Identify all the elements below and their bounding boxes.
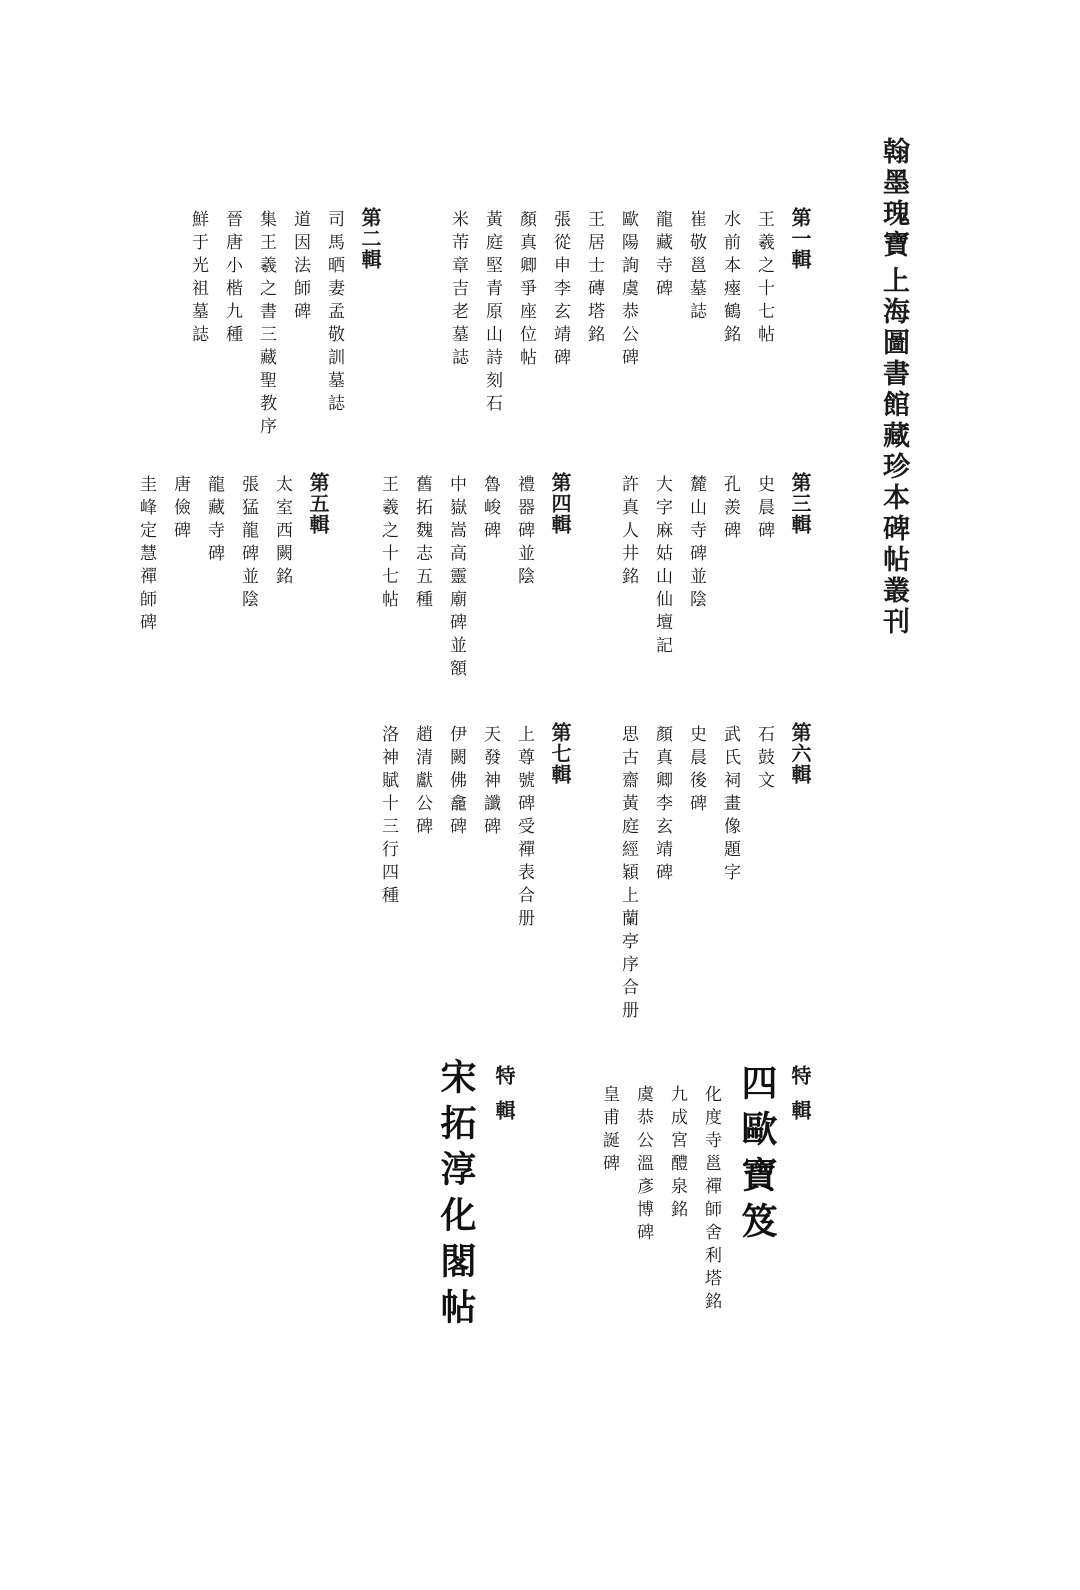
section-5-heading: 第五輯 xyxy=(306,472,330,535)
section-4-heading: 第四輯 xyxy=(548,472,572,535)
section-7-item: 天發神讖碑 xyxy=(480,725,500,840)
section-7-item: 上尊號碑受禪表合册 xyxy=(514,725,534,932)
section-1-item: 水前本瘞鶴銘 xyxy=(720,210,740,348)
section-3-item: 許真人井銘 xyxy=(618,475,638,590)
section-1-item: 歐陽詢虞恭公碑 xyxy=(618,210,638,371)
section-5-item: 太室西闕銘 xyxy=(272,475,292,590)
special-1-item: 九成宮醴泉銘 xyxy=(667,1085,687,1223)
section-1-item: 米芾章吉老墓誌 xyxy=(448,210,468,371)
special-1-item: 皇甫誕碑 xyxy=(599,1085,619,1177)
section-2-item: 道因法師碑 xyxy=(290,210,310,325)
section-6-heading: 第六輯 xyxy=(788,722,812,785)
section-7-heading: 第七輯 xyxy=(548,722,572,785)
title-left: 翰墨瑰寶 xyxy=(878,137,909,261)
special-1-heading-b: 輯 xyxy=(788,1100,812,1120)
special-2-calligraphy-title: 宋拓淳化閣帖 xyxy=(435,1058,477,1334)
section-2-item: 司馬晒妻孟敬訓墓誌 xyxy=(324,210,344,417)
section-3-item: 麓山寺碑並陰 xyxy=(686,475,706,613)
section-4-item: 中嶽嵩高靈廟碑並額 xyxy=(446,475,466,682)
section-6-item: 石鼓文 xyxy=(754,725,774,794)
section-3-heading: 第三輯 xyxy=(788,472,812,535)
special-2-heading-a: 特 xyxy=(492,1065,516,1085)
section-1-item: 龍藏寺碑 xyxy=(652,210,672,302)
section-1-item: 崔敬邕墓誌 xyxy=(686,210,706,325)
section-4-item: 舊拓魏志五種 xyxy=(412,475,432,613)
section-5-item: 張猛龍碑並陰 xyxy=(238,475,258,613)
section-6-item: 武氏祠畫像題字 xyxy=(720,725,740,886)
section-4-item: 魯峻碑 xyxy=(480,475,500,544)
special-1-calligraphy-title: 四歐寶笈 xyxy=(736,1064,778,1248)
section-5-item: 圭峰定慧禪師碑 xyxy=(136,475,156,636)
section-1-item: 黃庭堅青原山詩刻石 xyxy=(482,210,502,417)
title-right: 上海圖書館藏珍本碑帖叢刊 xyxy=(878,266,909,638)
section-5-item: 龍藏寺碑 xyxy=(204,475,224,567)
section-3-item: 史晨碑 xyxy=(754,475,774,544)
section-7-item: 洛神賦十三行四種 xyxy=(378,725,398,909)
section-3-item: 孔羨碑 xyxy=(720,475,740,544)
section-7-item: 趙清獻公碑 xyxy=(412,725,432,840)
section-6-item: 思古齋黃庭經穎上蘭亭序合册 xyxy=(618,725,638,1024)
section-3-item: 大字麻姑山仙壇記 xyxy=(652,475,672,659)
section-6-item: 史晨後碑 xyxy=(686,725,706,817)
special-1-item: 化度寺邕禪師舍利塔銘 xyxy=(701,1085,721,1315)
section-2-item: 鮮于光祖墓誌 xyxy=(188,210,208,348)
section-2-heading: 第二輯 xyxy=(358,207,382,270)
section-2-item: 集王羲之書三藏聖教序 xyxy=(256,210,276,440)
section-1-heading: 第一輯 xyxy=(788,207,812,270)
section-1-item: 顏真卿爭座位帖 xyxy=(516,210,536,371)
section-1-item: 張從申李玄靖碑 xyxy=(550,210,570,371)
section-4-item: 禮器碑並陰 xyxy=(514,475,534,590)
section-1-item: 王羲之十七帖 xyxy=(754,210,774,348)
special-1-heading-a: 特 xyxy=(788,1065,812,1085)
section-5-item: 唐儉碑 xyxy=(170,475,190,544)
section-4-item: 王羲之十七帖 xyxy=(378,475,398,613)
special-2-heading-b: 輯 xyxy=(492,1100,516,1120)
section-2-item: 晉唐小楷九種 xyxy=(222,210,242,348)
special-1-item: 虞恭公溫彥博碑 xyxy=(633,1085,653,1246)
section-7-item: 伊闕佛龕碑 xyxy=(446,725,466,840)
section-6-item: 顏真卿李玄靖碑 xyxy=(652,725,672,886)
section-1-item: 王居士磚塔銘 xyxy=(584,210,604,348)
